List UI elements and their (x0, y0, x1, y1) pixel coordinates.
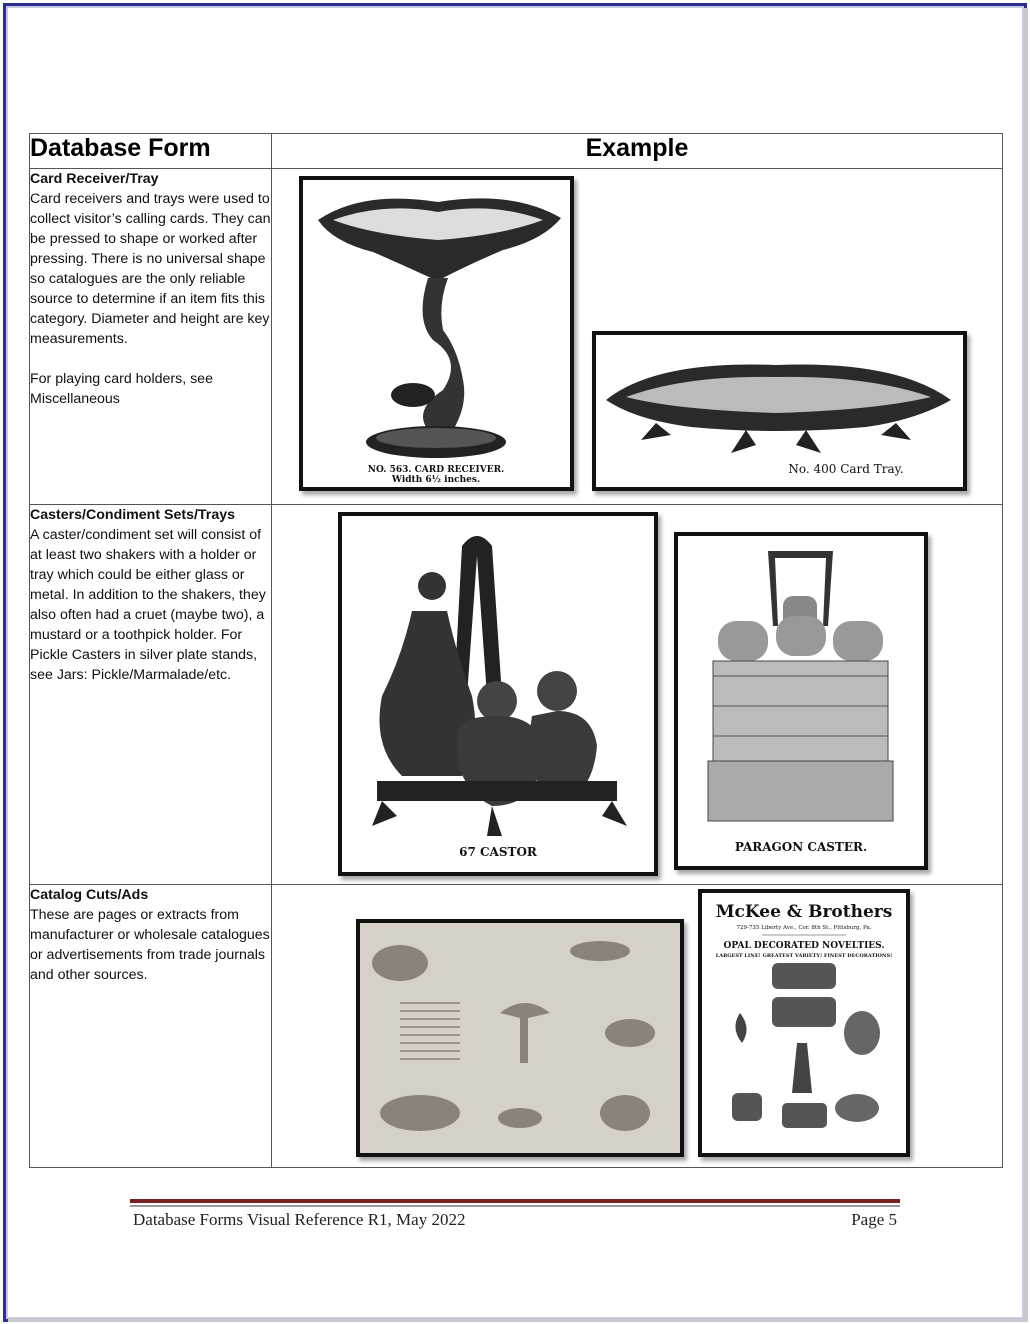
footer-document-title: Database Forms Visual Reference R1, May 2022 (133, 1210, 466, 1229)
category-description: A caster/condiment set will consist of at least two shakers with a holder or tray which could be either glass or metal. In addition to the shakers, they also often had a cruet (maybe two), a mustard or a toothpick holder. For Pickle Casters in silver plate stands, see Jars: Pickle/Marmalade/etc. (30, 527, 266, 683)
card-tray-illustration (592, 331, 967, 491)
database-forms-table (29, 133, 1003, 1168)
ad-address: 729-735 Liberty Ave., Cor. 8th St., Pittsburg, Pa. (736, 925, 872, 931)
category-description: Card receivers and trays were used to collect visitor’s calling cards. They can be pressed to shape or worked after pressing. There is no universal shape so catalogues are the only reliable source to determine if an item fits this category. Diameter and height are key measurements. For playing card holders, see Miscellaneous (30, 191, 271, 407)
page-shadow-right (1024, 8, 1028, 1322)
example-cell (272, 885, 1003, 1168)
page-shadow (8, 1318, 1026, 1322)
footer-rule-thin (130, 1205, 900, 1207)
ad-headline: OPAL DECORATED NOVELTIES. (723, 941, 885, 951)
example-cell (272, 169, 1003, 505)
column-header-form: Database Form (30, 134, 272, 169)
paragon-caster-illustration (674, 532, 928, 870)
catalog-page-illustration (356, 919, 684, 1157)
category-title: Catalog Cuts/Ads (30, 887, 149, 903)
table-row (30, 169, 1003, 505)
image-caption-line2: Width 6½ inches. (391, 475, 481, 485)
image-caption: NO. 563. CARD RECEIVER. (367, 465, 505, 475)
form-description-cell (30, 885, 272, 1168)
table-row (30, 885, 1003, 1168)
form-description-cell (30, 169, 272, 505)
ad-title: McKee & Brothers (715, 902, 893, 922)
column-header-example: Example (272, 134, 1003, 169)
table-row (30, 505, 1003, 885)
footer-rule (130, 1199, 900, 1203)
image-caption: No. 400 Card Tray. (788, 462, 904, 476)
advertisement-illustration (698, 889, 910, 1157)
category-description: These are pages or extracts from manufacturer or wholesale catalogues or advertisements from trade journals and other sources. (30, 907, 270, 983)
category-title: Casters/Condiment Sets/Trays (30, 507, 236, 523)
card-receiver-illustration (299, 176, 574, 491)
castor-set-illustration (338, 512, 658, 876)
image-caption: 67 CASTOR (459, 845, 537, 859)
image-caption: PARAGON CASTER. (734, 840, 868, 854)
category-title: Card Receiver/Tray (30, 171, 159, 187)
table-header-row (30, 134, 1003, 169)
ad-tagline: LARGEST LINE! GREATEST VARIETY! FINEST DECORATIONS! (715, 953, 893, 959)
footer-page-number: Page 5 (851, 1210, 897, 1229)
example-cell (272, 505, 1003, 885)
form-description-cell (30, 505, 272, 885)
